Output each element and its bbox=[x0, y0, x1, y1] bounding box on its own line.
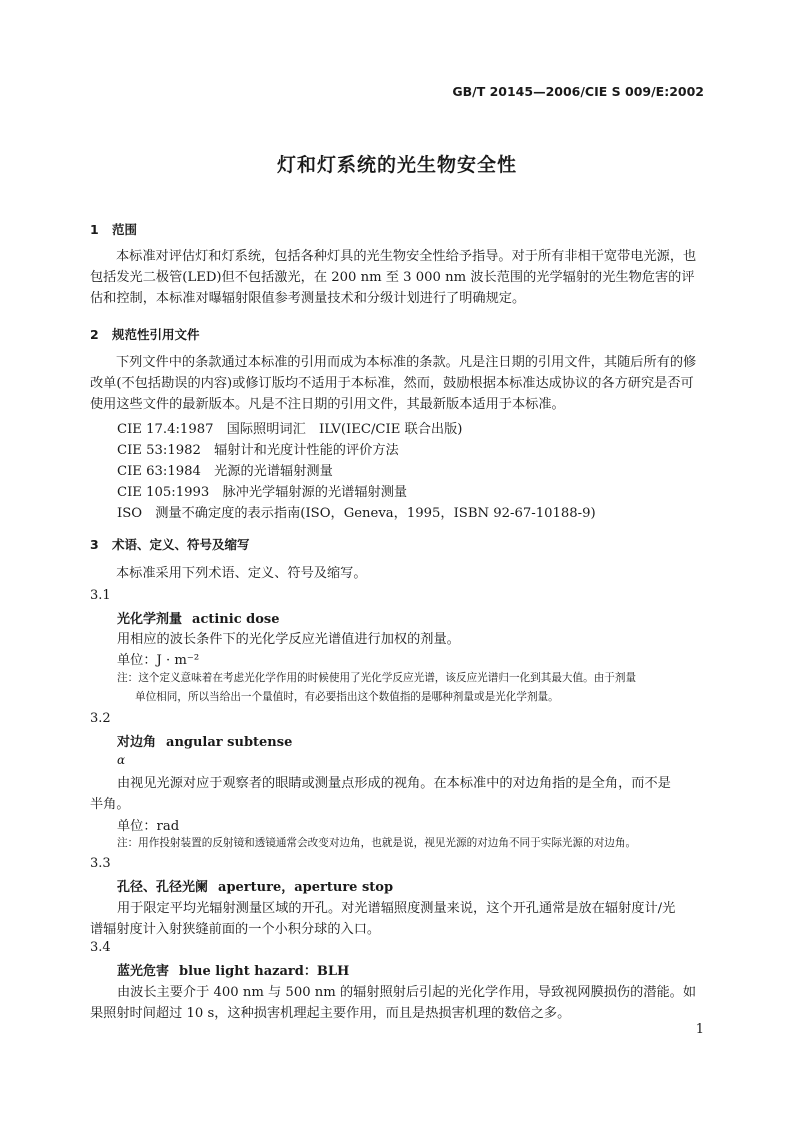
reference-item: CIE 17.4:1987 国际照明词汇 ILV(IEC/CIE 联合出版) bbox=[117, 422, 463, 437]
term-symbol: α bbox=[117, 753, 126, 767]
section-3-paragraph: 本标准采用下列术语、定义、符号及缩写。 bbox=[116, 566, 367, 581]
term-unit: 单位：rad bbox=[117, 819, 180, 834]
term-definition: 用相应的波长条件下的光化学反应光谱值进行加权的剂量。 bbox=[117, 632, 460, 647]
reference-item: CIE 53:1982 辐射计和光度计性能的评价方法 bbox=[117, 443, 399, 458]
term-note: 注：这个定义意味着在考虑光化学作用的时候使用了光化学反应光谱，该反应光谱归一化到其最大值。由于剂量 单位相同，所以当给出一个量值时，有必要指出这个数值指的是哪种剂量或是光化学剂量。 bbox=[117, 672, 637, 703]
section-2-heading: 2 规范性引用文件 bbox=[90, 327, 200, 342]
reference-item: CIE 105:1993 脉冲光学辐射源的光谱辐射测量 bbox=[117, 485, 408, 500]
clause-number: 3.2 bbox=[90, 711, 111, 726]
clause-number: 3.1 bbox=[90, 588, 111, 603]
reference-item: CIE 63:1984 光源的光谱辐射测量 bbox=[117, 464, 333, 479]
term-unit: 单位：J · m⁻² bbox=[117, 653, 200, 668]
clause-number: 3.3 bbox=[90, 856, 111, 871]
section-1-paragraph: 本标准对评估灯和灯系统，包括各种灯具的光生物安全性给予指导。对于所有非相干宽带电光源，也包括发光二极管(LED)但不包括激光，在 200 nm 至 3 000 nm 波长范围的光学辐射的光生物危害的评估和控制，本标准对曝辐射限值参考测量技术和分级计划进行了明确规定。 bbox=[90, 249, 697, 307]
reference-item: ISO 测量不确定度的表示指南(ISO，Geneva，1995，ISBN 92-67-10188-9) bbox=[117, 506, 596, 521]
term-definition-continued: 果照射时间超过 10 s，这种损害机理起主要作用，而且是热损害机理的数倍之多。 bbox=[90, 1006, 571, 1021]
term-3-1: 光化学剂量 actinic dose bbox=[117, 612, 280, 627]
section-2-paragraph: 下列文件中的条款通过本标准的引用而成为本标准的条款。凡是注日期的引用文件，其随后所有的修改单(不包括勘误的内容)或修订版均不适用于本标准，然而，鼓励根据本标准达成协议的各方研究是否可使用这些文件的最新版本。凡是不注日期的引用文件，其最新版本适用于本标准。 bbox=[90, 355, 697, 413]
section-1-heading: 1 范围 bbox=[90, 222, 138, 237]
term-3-2: 对边角 angular subtense bbox=[117, 735, 293, 750]
term-definition-continued: 半角。 bbox=[90, 797, 130, 812]
term-definition: 由波长主要介于 400 nm 与 500 nm 的辐射照射后引起的光化学作用，导致视网膜损伤的潜能。如 bbox=[117, 985, 697, 1000]
term-3-4: 蓝光危害 blue light hazard：BLH bbox=[117, 964, 350, 979]
document-title: 灯和灯系统的光生物安全性 bbox=[276, 154, 517, 176]
term-definition: 用于限定平均光辐射测量区域的开孔。对光谱辐照度测量来说，这个开孔通常是放在辐射度计/光 bbox=[117, 901, 676, 916]
standard-code: GB/T 20145—2006/CIE S 009/E:2002 bbox=[452, 84, 704, 99]
term-definition-continued: 谱辐射度计入射狭缝前面的一个小积分球的入口。 bbox=[90, 922, 381, 937]
clause-number: 3.4 bbox=[90, 940, 111, 955]
term-3-3: 孔径、孔径光阑 aperture，aperture stop bbox=[117, 880, 394, 895]
term-definition: 由视见光源对应于观察者的眼睛或测量点形成的视角。在本标准中的对边角指的是全角，而不是 bbox=[117, 776, 671, 791]
page-number: 1 bbox=[695, 1022, 704, 1037]
section-3-heading: 3 术语、定义、符号及缩写 bbox=[90, 537, 250, 552]
term-note: 注：用作投射装置的反射镜和透镜通常会改变对边角，也就是说，视见光源的对边角不同于实际光源的对边角。 bbox=[117, 837, 637, 849]
